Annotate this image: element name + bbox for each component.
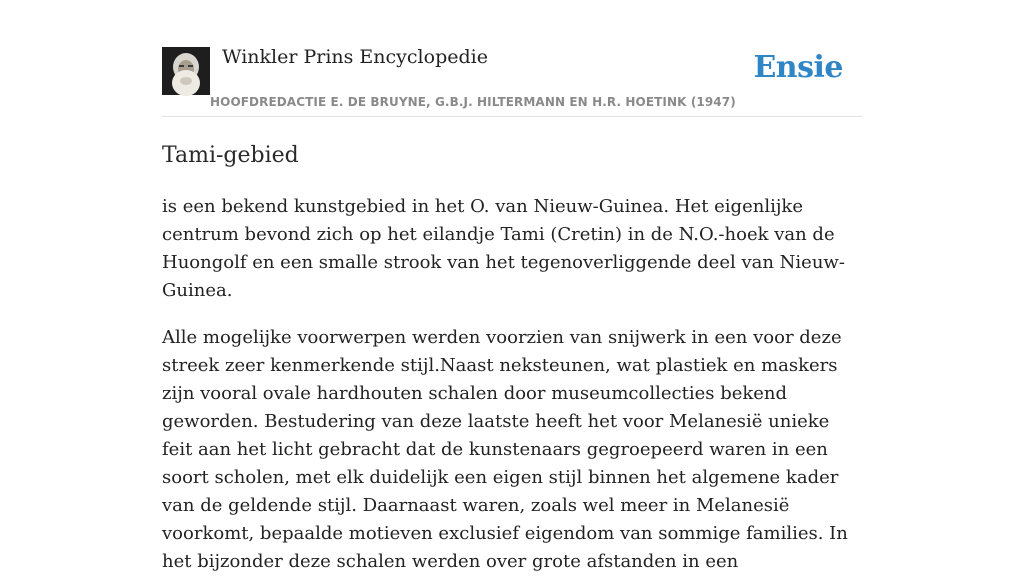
entry-paragraph: is een bekend kunstgebied in het O. van Nieuw-Guinea. Het eigenlijke centrum bevond zich op het eilandje Tami (Cretin) in de N.O.-hoek van de Huongolf en een smalle strook van het tegenoverliggende deel van Nieuw-Guinea. bbox=[162, 196, 845, 301]
entry-paragraph: Alle mogelijke voorwerpen werden voorzien van snijwerk in een voor deze streek zeer kenmerkende stijl.Naast neksteunen, wat plastiek en maskers zijn vooral ovale hardhouten schalen door museumcollecties bekend geworden. Bestudering van deze laatste heeft het voor Melanesië unieke feit aan het licht gebracht dat de kunstenaars gegroepeerd waren in een soort scholen, met elk duidelijk een eigen stijl binnen het algemene kader van de geldende stijl. Daarnaast waren, zoals wel meer in Melanesië voorkomt, bepaalde motieven exclusief eigendom van sommige families. In het bijzonder deze schalen werden over grote afstanden in een bbox=[162, 327, 848, 572]
source-header bbox=[162, 0, 862, 117]
source-title[interactable]: Winkler Prins Encyclopedie bbox=[222, 46, 488, 68]
entry-title: Tami-gebied bbox=[162, 143, 299, 168]
editors-credit: HOOFDREDACTIE E. DE BRUYNE, G.B.J. HILTERMANN EN H.R. HOETINK (1947) bbox=[210, 95, 736, 109]
bearded-man-portrait-icon bbox=[162, 47, 210, 95]
page bbox=[162, 0, 862, 572]
ensie-logo[interactable]: Ensie bbox=[753, 50, 843, 85]
